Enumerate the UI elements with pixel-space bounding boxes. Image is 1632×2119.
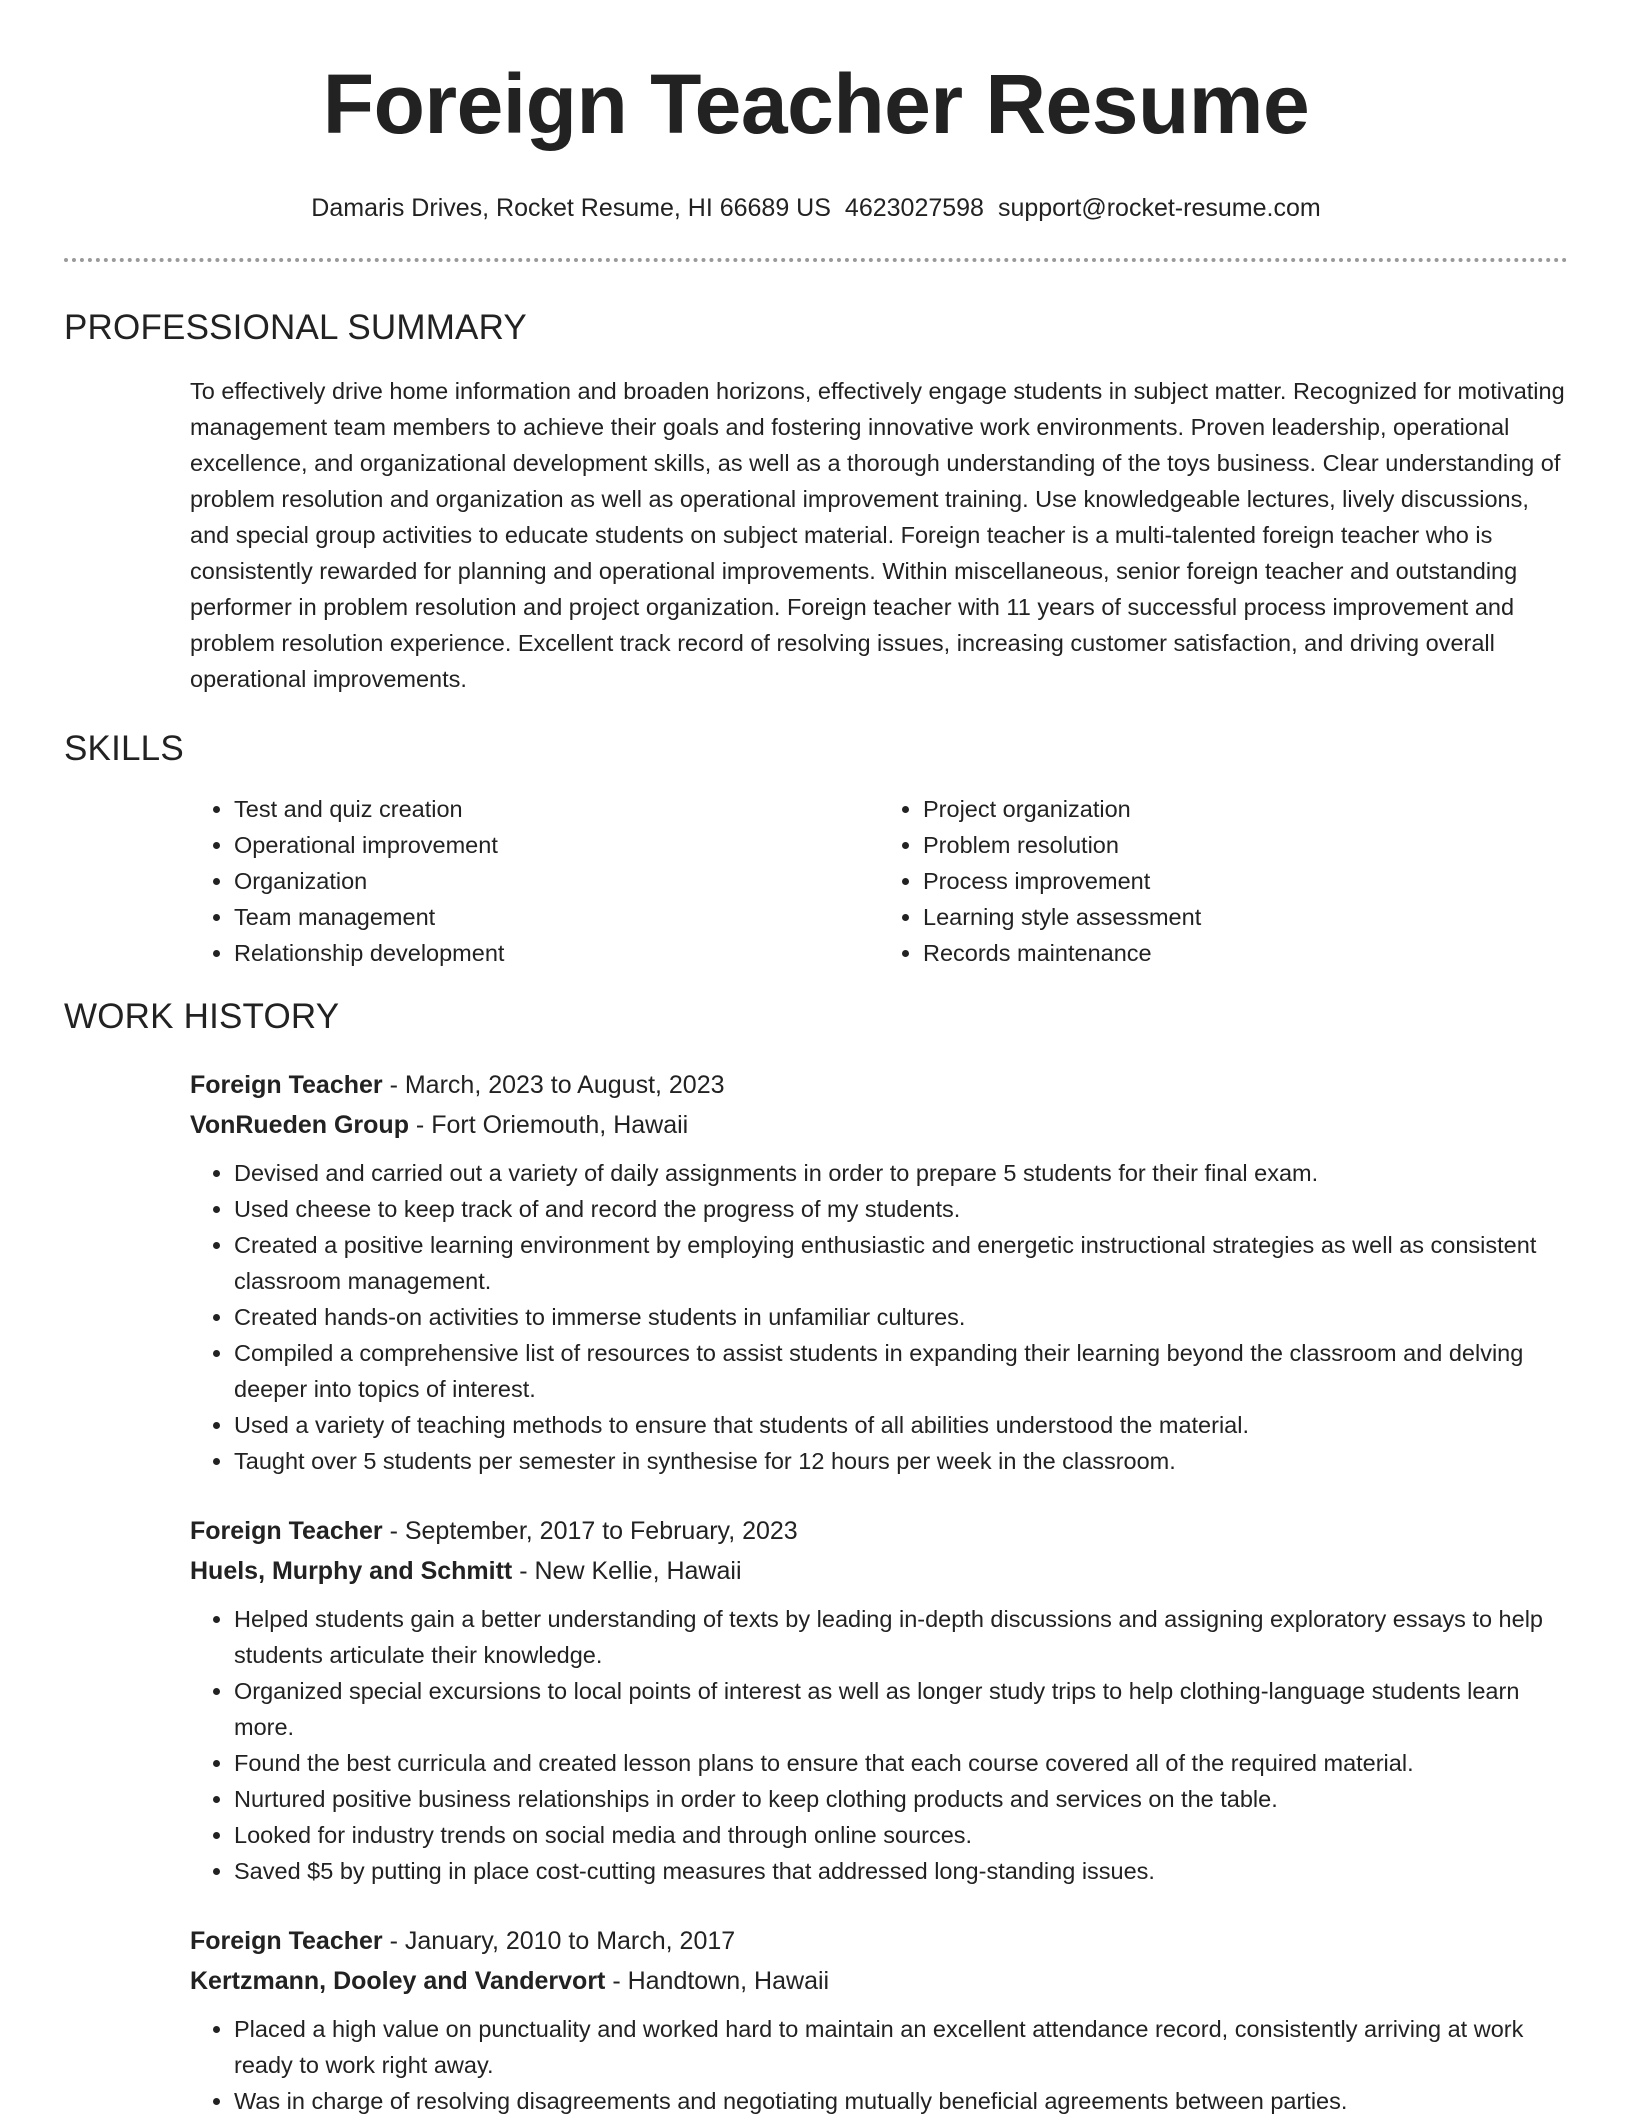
job-company-line [190,1551,1568,1591]
duty-item: • Helped students gain a better understanding of texts by leading in-depth discussions and assigning exploratory essays to help students articulate their knowledge. [234,1601,1568,1673]
duty-item: • Saved $5 by putting in place cost-cutting measures that addressed long-standing issues. [234,1853,1568,1889]
duty-item: • Looked for industry trends on social media and through online sources. [234,1817,1568,1853]
skill-item: • Process improvement [923,863,1568,899]
summary-text: To effectively drive home information and broaden horizons, effectively engage students in subject matter. Recognized for motivating management team members to achieve their goals and fostering innovative work environments. Proven leadership, operational excellence, and organizational development skills, as well as a thorough understanding of the toys business. Clear understanding of problem resolution and organization as well as operational improvement training. Use knowledgeable lectures, lively discussions, and special group activities to educate students on subject material. Foreign teacher is a multi-talented foreign teacher who is consistently rewarded for planning and operational improvements. Within miscellaneous, senior foreign teacher and outstanding performer in problem resolution and project organization. Foreign teacher with 11 years of successful process improvement and problem resolution experience. Excellent track record of resolving issues, increasing customer satisfaction, and driving overall operational improvements. [190,378,1565,692]
contact-line [64,192,1568,224]
duty-item: • Organized special excursions to local points of interest as well as longer study trips to help clothing-language students learn more. [234,1673,1568,1745]
skill-item: • Organization [234,863,879,899]
resume-page [64,0,1568,2119]
job-duties [190,2011,1568,2119]
skill-item: • Relationship development [234,935,879,971]
job-location: - Handtown, Hawaii [605,1967,830,1995]
job-entry-1 [190,1065,1568,1479]
job-company: VonRueden Group [190,1111,409,1139]
contact-address: Damaris Drives, Rocket Resume, HI 66689 US [311,194,831,222]
job-location: - Fort Oriemouth, Hawaii [408,1111,689,1139]
duty-item: • Used cheese to keep track of and record the progress of my students. [234,1191,1568,1227]
duty-item: • Was in charge of resolving disagreements and negotiating mutually beneficial agreements between parties. [234,2083,1568,2119]
job-company-line [190,1105,1568,1145]
contact-email: support@rocket-resume.com [997,194,1321,222]
skill-item: • Problem resolution [923,827,1568,863]
work-history-heading: WORK HISTORY [64,997,340,1036]
job-title: Foreign Teacher [190,1927,383,1955]
job-duties [190,1601,1568,1889]
job-entry-3 [190,1921,1568,2119]
skills-heading: SKILLS [64,729,184,768]
contact-phone: 4623027598 [844,194,984,222]
duty-item: • Found the best curricula and created lesson plans to ensure that each course covered all of the required material. [234,1745,1568,1781]
skills-column-right [879,791,1568,971]
duty-item: • Placed a high value on punctuality and worked hard to maintain an excellent attendance record, consistently arriving at work ready to work right away. [234,2011,1568,2083]
skill-item: • Test and quiz creation [234,791,879,827]
duty-item: • Created a positive learning environment by employing enthusiastic and energetic instructional strategies as well as consistent classroom management. [234,1227,1568,1299]
skill-item: • Team management [234,899,879,935]
skill-item: • Project organization [923,791,1568,827]
duty-item: • Nurtured positive business relationships in order to keep clothing products and services on the table. [234,1781,1568,1817]
job-title: Foreign Teacher [190,1517,383,1545]
duty-item: • Created hands-on activities to immerse students in unfamiliar cultures. [234,1299,1568,1335]
skills-list [190,791,1568,971]
job-dates: - September, 2017 to February, 2023 [382,1517,798,1545]
job-title-line [190,1065,1568,1105]
header-divider [64,258,1568,262]
duty-item: • Used a variety of teaching methods to ensure that students of all abilities understood the material. [234,1407,1568,1443]
job-dates: - January, 2010 to March, 2017 [382,1927,736,1955]
duty-item: • Compiled a comprehensive list of resources to assist students in expanding their learning beyond the classroom and delving deeper into topics of interest. [234,1335,1568,1407]
duty-item: • Taught over 5 students per semester in synthesise for 12 hours per week in the classroom. [234,1443,1568,1479]
resume-title: Foreign Teacher Resume [322,57,1310,151]
job-location: - New Kellie, Hawaii [512,1557,742,1585]
job-title-line [190,1511,1568,1551]
job-dates: - March, 2023 to August, 2023 [382,1071,725,1099]
job-company: Kertzmann, Dooley and Vandervort [190,1967,606,1995]
job-company-line [190,1961,1568,2001]
duty-item: • Devised and carried out a variety of daily assignments in order to prepare 5 students for their final exam. [234,1155,1568,1191]
skill-item: • Learning style assessment [923,899,1568,935]
job-entry-2 [190,1511,1568,1889]
skill-item: • Operational improvement [234,827,879,863]
skills-column-left [190,791,879,971]
job-title: Foreign Teacher [190,1071,383,1099]
skill-item: • Records maintenance [923,935,1568,971]
job-title-line [190,1921,1568,1961]
job-company: Huels, Murphy and Schmitt [190,1557,513,1585]
job-duties [190,1155,1568,1479]
summary-heading: PROFESSIONAL SUMMARY [64,308,527,347]
